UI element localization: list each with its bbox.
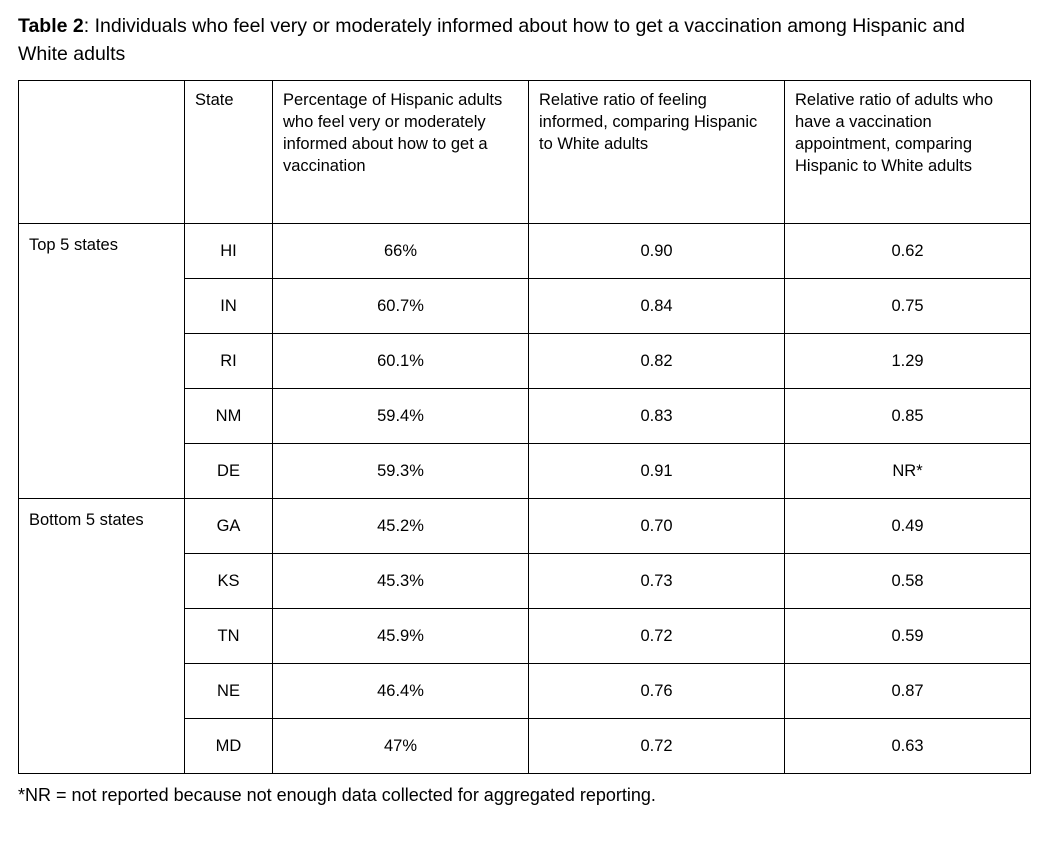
- cell-pct: 60.1%: [273, 334, 529, 389]
- column-header-state: State: [185, 81, 273, 224]
- cell-pct: 66%: [273, 224, 529, 279]
- cell-rr-informed: 0.91: [529, 444, 785, 499]
- column-header-blank: [19, 81, 185, 224]
- cell-pct: 59.3%: [273, 444, 529, 499]
- cell-rr-appointment: 0.63: [785, 719, 1031, 774]
- cell-state: NE: [185, 664, 273, 719]
- table-header-row: [19, 81, 1031, 224]
- column-header-rr-appointment: Relative ratio of adults who have a vaccination appointment, comparing Hispanic to White adults: [785, 81, 1031, 224]
- table-row: [19, 224, 1031, 279]
- cell-rr-informed: 0.70: [529, 499, 785, 554]
- table-body: [19, 224, 1031, 774]
- table-caption-text: : Individuals who feel very or moderately informed about how to get a vaccination among Hispanic and White adults: [18, 15, 965, 65]
- cell-rr-informed: 0.82: [529, 334, 785, 389]
- cell-state: KS: [185, 554, 273, 609]
- cell-state: TN: [185, 609, 273, 664]
- cell-state: MD: [185, 719, 273, 774]
- table-header: [19, 81, 1031, 224]
- cell-rr-informed: 0.72: [529, 719, 785, 774]
- cell-state: NM: [185, 389, 273, 444]
- table-footnote: *NR = not reported because not enough data collected for aggregated reporting.: [18, 785, 656, 805]
- cell-state: IN: [185, 279, 273, 334]
- column-header-rr-informed: Relative ratio of feeling informed, comparing Hispanic to White adults: [529, 81, 785, 224]
- table-row: [19, 499, 1031, 554]
- cell-rr-informed: 0.76: [529, 664, 785, 719]
- cell-state: RI: [185, 334, 273, 389]
- table-caption: [18, 12, 998, 68]
- cell-pct: 47%: [273, 719, 529, 774]
- cell-pct: 46.4%: [273, 664, 529, 719]
- cell-rr-appointment: 0.59: [785, 609, 1031, 664]
- cell-pct: 59.4%: [273, 389, 529, 444]
- cell-rr-informed: 0.84: [529, 279, 785, 334]
- cell-rr-appointment: 0.75: [785, 279, 1031, 334]
- cell-rr-appointment: 0.85: [785, 389, 1031, 444]
- cell-rr-informed: 0.90: [529, 224, 785, 279]
- column-header-pct-hispanic-informed: Percentage of Hispanic adults who feel very or moderately informed about how to get a vaccination: [273, 81, 529, 224]
- cell-rr-informed: 0.73: [529, 554, 785, 609]
- cell-rr-informed: 0.72: [529, 609, 785, 664]
- cell-rr-informed: 0.83: [529, 389, 785, 444]
- cell-pct: 45.3%: [273, 554, 529, 609]
- cell-rr-appointment: 0.87: [785, 664, 1031, 719]
- cell-rr-appointment: 0.62: [785, 224, 1031, 279]
- cell-rr-appointment: 1.29: [785, 334, 1031, 389]
- group-label-top5: Top 5 states: [19, 224, 185, 499]
- cell-state: DE: [185, 444, 273, 499]
- cell-state: GA: [185, 499, 273, 554]
- group-label-bottom5: Bottom 5 states: [19, 499, 185, 774]
- cell-rr-appointment: 0.49: [785, 499, 1031, 554]
- table-caption-label: Table 2: [18, 15, 84, 37]
- cell-state: HI: [185, 224, 273, 279]
- table-2: [18, 80, 1031, 774]
- cell-pct: 45.2%: [273, 499, 529, 554]
- cell-rr-appointment: 0.58: [785, 554, 1031, 609]
- cell-pct: 60.7%: [273, 279, 529, 334]
- cell-rr-appointment: NR*: [785, 444, 1031, 499]
- cell-pct: 45.9%: [273, 609, 529, 664]
